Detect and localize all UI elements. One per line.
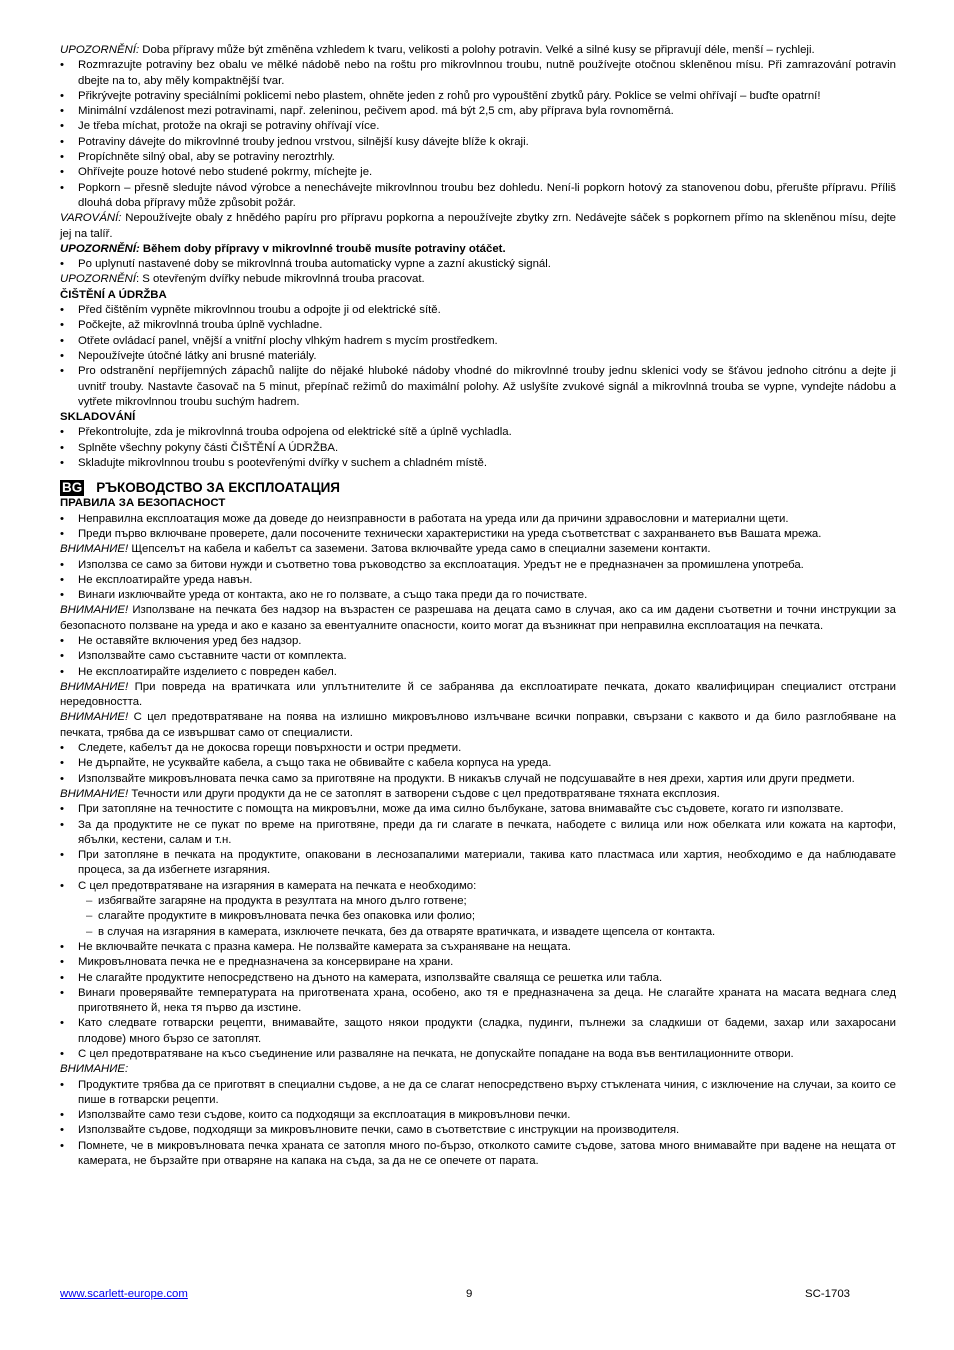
bullet-item: • Ohřívejte pouze hotové nebo studené pokrmy, míchejte je. [60,165,896,180]
bullet-item: • Rozmrazujte potraviny bez obalu ve mělké nádobě nebo na roštu pro mikrovlnnou troubu, nutně používejte otočnou skleněnou mísu. Při zamrazování potravin dbejte na to, aby měly kompaktnější tvar. [60,58,896,89]
bullet-item: • Potraviny dávejte do mikrovlnné trouby jednou vrstvou, silnější kusy dávejte blíže k okraji. [60,135,896,150]
cz-bullet-list-4 [60,425,896,471]
bullet-item: • Използвайте само съставните части от комплекта. [60,649,896,664]
bullet-item: • Неправилна експлоатация може да доведе до неизправности в работата на уреда или да причини здравословни и материални щети. [60,512,896,527]
warning-text: При повреда на вратичката или уплътнителите й се забранява да експлоатирате печката, докато квалифициран специалист отстрани нередовността. [60,680,896,709]
bg-warning-2 [60,603,896,634]
dash-item: – слагайте продуктите в микровълновата печка без опаковка или фолио; [80,909,896,924]
warning-label: ВНИМАНИЕ! [60,711,129,724]
bg-warning-6 [60,1062,896,1077]
cz-bullet-list-1 [60,58,896,211]
bg-bullet-list-5 [60,802,896,894]
bg-bullet-list-1 [60,512,896,543]
bullet-item: • Popkorn – přesně sledujte návod výrobce a nenechávejte mikrovlnnou troubu bez dohledu. Není-li popkorn hotový za stanovenou dobu, přerušte přípravu. Příliš dlouhá doba přípravy může způsobit požár. [60,181,896,212]
bullet-item: • Микровълновата печка не е предназначена за консервиране на храни. [60,955,896,970]
bullet-item: • Използвайте микровълновата печка само за приготвяне на продукти. В никакъв случай не подсушавайте в нея дрехи, хартия или други предмети. [60,772,896,787]
cz-warning-paragraph [60,211,896,242]
bg-safety-heading: ПРАВИЛА ЗА БЕЗОПАСНОСТ [60,497,226,510]
bullet-item: • Винаги изключвайте уреда от контакта, ако не го ползвате, а също така преди да го почиствате. [60,588,896,603]
bullet-item: • С цел предотвратяване на изгаряния в камерата на печката е необходимо: [60,879,896,894]
warning-label: ВНИМАНИЕ! [60,680,129,693]
bullet-item: • Не включвайте печката с празна камера. Не ползвайте камерата за съхраняване на нещата. [60,940,896,955]
warning-label: VAROVÁNÍ: [60,212,122,225]
bg-bullet-list-2 [60,558,896,604]
bg-bullet-list-3 [60,634,896,680]
model-number: SC-1703 [805,1288,850,1300]
bg-section-title [60,479,896,496]
bg-bullet-list-4 [60,741,896,787]
bullet-item: • Po uplynutí nastavené doby se mikrovlnná trouba automaticky vypne a zazní akustický signál. [60,257,896,272]
warning-label: ВНИМАНИЕ: [60,1063,129,1076]
dash-item: – в случая на изгаряния в камерата, изключете печката, без да отваряте вратичката, и извадете щепсела от контакта. [80,925,896,940]
cz-note-paragraph [60,43,896,58]
bg-title: РЪКОВОДСТВО ЗА ЕКСПЛОАТАЦИЯ [96,480,341,496]
bullet-item: • Pro odstranění nepříjemných zápachů nalijte do nějaké hluboké nádoby vhodné do mikrovlnné trouby jednu sklenici vody se šťávou jednoho citrónu a dejte ji uvnitř trouby. Nastavte časovač na 5 minut, přepínač režimů do maximální polohy. Až uslyšíte zvukové signál a mikrovlnná trouba se vypne, vyndejte nádobu a vytřete mikrovlnnou troubu suchým hadrem. [60,364,896,410]
bullet-item: • За да продуктите не се пукат по време на приготвяне, преди да ги слагате в печката, набодете с вилица или нож обелката или кожата на картофи, ябълки, кестени, салам и т.н. [60,818,896,849]
bullet-item: • Splněte všechny pokyny části ČIŠTĚNÍ A ÚDRŽBA. [60,441,896,456]
warning-text: Течности или други продукти да не се затоплят в затворени съдове с цел предотвратяване тяхната експлозия. [128,787,720,800]
note-label: UPOZORNĚNÍ: [60,44,140,56]
note-label: UPOZORNĚNÍ: [60,242,140,255]
bullet-item: • Преди първо включване проверете, дали посочените технически характеристики на уреда съответстват с захранването във Вашата мрежа. [60,527,896,542]
bullet-item: • Před čištěním vypněte mikrovlnnou troubu a odpojte ji od elektrické sítě. [60,303,896,318]
bullet-item: • Не експлоатирайте уреда навън. [60,573,896,588]
bg-warning-3 [60,680,896,711]
warning-text: Nepoužívejte obaly z hnědého papíru pro přípravu popkorna a nepoužívejte zbytky zrn. Nedávejte sáček s popkornem přímo na skleněnou mísu, dejte jej na talíř. [60,212,896,240]
bg-dash-list [60,894,896,940]
note-text: Během doby přípravy v mikrovlnné troubě musíte potraviny otáčet. [139,242,506,255]
warning-text: Използване на печката без надзор на възрастен се разрешава на децата само в случая, ако са им дадени съответни и точни инструкции за безопасното ползване на уреда и ако е казано за евентуалните опасности, които могат да възникнат при неправилна експлоатация на печката. [60,604,896,632]
bullet-item: • Nepoužívejte útočné látky ani brusné materiály. [60,349,896,364]
bullet-item: • Je třeba míchat, protože na okraji se potraviny ohřívají více. [60,119,896,134]
bullet-item: • Използва се само за битови нужди и съответно това ръководство за експлоатация. Уредът не е предназначен за промишлена употреба. [60,558,896,573]
document-body [60,43,896,1169]
language-badge: BG [62,479,83,495]
bullet-item: • Propíchněte silný obal, aby se potraviny neroztrhly. [60,150,896,165]
bullet-item: • Винаги проверявайте температурата на приготвената храна, особено, ако тя е предназначена за деца. Не слагайте храната на масата веднага след приготвянето й, нека тя първо да изстине. [60,986,896,1017]
bg-bullet-list-6 [60,940,896,1062]
bullet-item: • Помнете, че в микровълновата печка храната се затопля много по-бързо, отколкото самите съдове, затова много внимавайте при вадене на нещата от камерата, не бързайте при отваряне на капака на съда, за да не се опечете от парата. [60,1139,896,1170]
bg-bullet-list-7 [60,1078,896,1170]
bg-warning-5 [60,787,896,802]
cz-cleaning-heading: ČIŠTĚNÍ A ÚDRŽBA [60,288,167,301]
warning-text: Щепселът на кабела и кабелът са заземени. Затова включвайте уреда само в специални заземени контакти. [128,543,711,556]
cz-bullet-list-2 [60,257,896,272]
note-label: UPOZORNĚNÍ [60,273,136,286]
bullet-item: • Използвайте съдове, подходящи за микровълновите печки, само в съответствие с инструкции на производителя. [60,1123,896,1138]
dash-item: – избягвайте загаряне на продукта в резултата на много дълго готвене; [80,894,896,909]
cz-storage-heading: SKLADOVÁNÍ [60,411,136,424]
bullet-item: • Přikrývejte potraviny speciálními poklicemi nebo plastem, ohněte jeden z rohů pro vypouštění zbytků páry. Poklice se velmi ohřívají – buďte opatrní! [60,89,896,104]
bullet-item: • Следете, кабелът да не докосва горещи повърхности и остри предмети. [60,741,896,756]
warning-text: С цел предотвратяване на поява на излишно микровълново излъчване всички поправки, свързани с каквото и да било разглобяване на печката, трябва да се извършват само от специалисти. [60,711,896,739]
warning-label: ВНИМАНИЕ! [60,787,129,800]
bullet-item: • С цел предотвратяване на късо съединение или разваляне на печката, не допускайте попадане на вода във вентилационните отвори. [60,1047,896,1062]
bullet-item: • Не експлоатирайте изделието с повреден кабел. [60,665,896,680]
bullet-item: • Не слагайте продуктите непосредствено на дъното на камерата, използвайте сваляща се решетка или табла. [60,971,896,986]
bullet-item: • Използвайте само тези съдове, които са подходящи за експлоатация в микровълнови печки. [60,1108,896,1123]
bullet-item: • Otřete ovládací panel, vnější a vnitřní plochy vlhkým hadrem s mycím prostředkem. [60,334,896,349]
bullet-item: • Продуктите трябва да се приготвят в специални съдове, а не да се слагат непосредствено върху стъклената чиния, с изключение на случаи, за които се пише в готварски рецепти. [60,1078,896,1109]
bullet-item: • Не дърпайте, не усуквайте кабела, а също така не обвивайте с кабела корпуса на уреда. [60,756,896,771]
bullet-item: • Počkejte, až mikrovlnná trouba úplně vychladne. [60,318,896,333]
note-text: Doba přípravy může být změněna vzhledem k tvaru, velikosti a polohy potravin. Velké a silné kusy se připravují déle, menší – rychleji. [139,44,815,56]
cz-turn-note [60,242,896,257]
page-number: 9 [466,1288,473,1300]
cz-bullet-list-3 [60,303,896,410]
bullet-item: • Като следвате готварски рецепти, внимавайте, защото някои продукти (сладка, пудинги, пълнежи за сладкиши от бадеми, захар или захаросани плодове) много бързо се затоплят. [60,1016,896,1047]
bullet-item: • При затопляне в печката на продуктите, опаковани в леснозапалими материали, такива като пластмаса или хартия, необходимо е да наблюдавате процеса, за да избегнете изгаряния. [60,848,896,879]
bullet-item: • Skladujte mikrovlnnou troubu s pootevřenými dvířky v suchem a chladném místě. [60,456,896,471]
note-text: : S otevřeným dvířky nebude mikrovlnná trouba pracovat. [135,273,425,286]
bullet-item: • При затопляне на течностите с помощта на микровълни, може да има силно бълбукане, затова внимавайте със съдовете, когато ги използвате. [60,802,896,817]
bg-warning-1 [60,542,896,557]
website-link[interactable]: www.scarlett-europe.com [60,1288,188,1300]
warning-label: ВНИМАНИЕ! [60,604,129,617]
cz-door-note [60,272,896,287]
bg-warning-4 [60,710,896,741]
bullet-item: • Překontrolujte, zda je mikrovlnná trouba odpojena od elektrické sítě a úplně vychladla. [60,425,896,440]
bullet-item: • Не оставяйте включения уред без надзор. [60,634,896,649]
bullet-item: • Minimální vzdálenost mezi potravinami, např. zeleninou, pečivem apod. má být 2,5 cm, aby příprava byla rovnoměrná. [60,104,896,119]
page-footer [60,1288,850,1304]
warning-label: ВНИМАНИЕ! [60,543,129,556]
